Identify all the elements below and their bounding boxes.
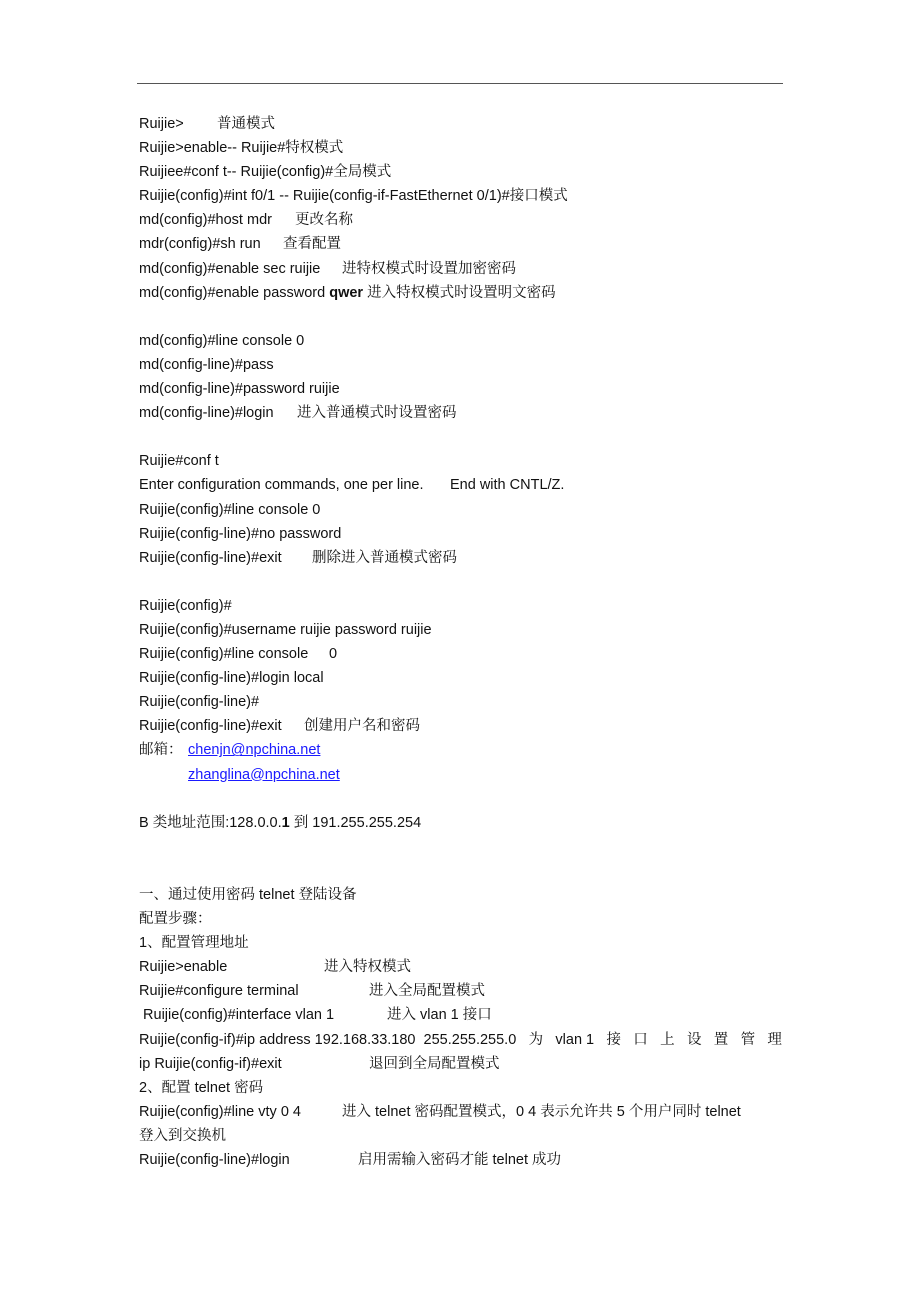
line — [139, 979, 784, 1003]
command: Ruijie>enable-- Ruijie#特权模式 — [139, 140, 344, 157]
line — [139, 112, 784, 136]
command: Ruijie>enable — [139, 959, 228, 976]
email-label: 邮箱： — [139, 742, 183, 759]
header-rule — [137, 83, 783, 84]
line — [139, 618, 784, 642]
command: Ruijie(config)#line vty 0 4 — [139, 1103, 301, 1120]
blank-line — [139, 570, 784, 594]
command: Ruijiee#conf t-- Ruijie(config)#全局模式 — [139, 164, 392, 181]
command: Ruijie(config-line)#exit — [139, 549, 282, 566]
command: md(config)#enable password — [139, 284, 330, 301]
line — [139, 955, 784, 979]
line — [139, 811, 784, 835]
note: 接 — [606, 1031, 621, 1048]
note: 进入 vlan 1 接口 — [387, 1007, 492, 1024]
command: Ruijie(config-if)#ip address 192.168.33.180 255.255.255.0 — [139, 1031, 517, 1048]
line — [139, 208, 784, 232]
command: Ruijie(config)# — [139, 597, 232, 614]
command: Ruijie#conf t — [139, 453, 219, 470]
command: md(config)#enable sec ruijie — [139, 260, 321, 277]
blank-line — [139, 859, 784, 883]
blank-line — [139, 787, 784, 811]
line — [139, 232, 784, 256]
note: 查看配置 — [283, 236, 341, 253]
note: 创建用户名和密码 — [304, 718, 420, 735]
line — [139, 714, 784, 738]
email-line — [139, 738, 784, 762]
heading: 一、通过使用密码 telnet 登陆设备 — [139, 887, 357, 903]
command: Ruijie#configure terminal — [139, 983, 299, 1000]
line — [139, 136, 784, 160]
line — [139, 281, 784, 305]
note: 理 — [767, 1031, 782, 1048]
line — [139, 1100, 784, 1124]
command: Ruijie(config-line)# — [139, 694, 260, 711]
blank-line — [139, 305, 784, 329]
note: 普通模式 — [217, 116, 275, 132]
email-line — [139, 763, 784, 787]
note: 上 — [660, 1031, 675, 1048]
bold-text: 1 — [281, 814, 290, 831]
step-heading: 1、配置管理地址 — [139, 935, 249, 952]
line — [139, 257, 784, 281]
line — [139, 401, 784, 425]
command: Ruijie(config-line)#exit — [139, 718, 282, 735]
step-heading: 2、配置 telnet 密码 — [139, 1079, 264, 1096]
line — [139, 353, 784, 377]
line — [139, 1148, 784, 1172]
line — [139, 1028, 782, 1052]
note: 删除进入普通模式密码 — [312, 549, 457, 566]
note: 进入 telnet 密码配置模式，0 4 表示允许共 5 个用户同时 telnet — [342, 1103, 741, 1120]
command: Ruijie(config)#int f0/1 -- Ruijie(config-if-FastEthernet 0/1)#接口模式 — [139, 188, 568, 205]
text: 到 191.255.255.254 — [289, 814, 422, 831]
line — [139, 522, 784, 546]
bold-password: qwer — [329, 284, 364, 301]
command: Ruijie(config)#line console — [139, 646, 309, 663]
command: Ruijie> — [139, 116, 184, 132]
note: 置 — [713, 1031, 729, 1048]
line — [139, 160, 784, 184]
line — [139, 931, 784, 955]
note: 设 — [686, 1031, 702, 1048]
note: 进入特权模式 — [324, 959, 411, 976]
section-title — [139, 883, 784, 907]
command: md(config-line)#pass — [139, 356, 274, 373]
line — [139, 377, 784, 401]
document-body — [139, 112, 784, 1172]
note: 进入特权模式时设置明文密码 — [363, 284, 556, 301]
email-link[interactable]: chenjn@npchina.net — [188, 742, 321, 759]
note: 更改名称 — [295, 212, 353, 229]
email-link[interactable]: zhanglina@npchina.net — [188, 766, 340, 783]
line — [139, 642, 784, 666]
note: vlan 1 — [555, 1031, 595, 1048]
line — [139, 1076, 784, 1100]
note: 登入到交换机 — [139, 1127, 226, 1144]
line — [139, 594, 784, 618]
note: End with CNTL/Z. — [450, 477, 565, 494]
command: md(config-line)#password ruijie — [139, 381, 340, 398]
command: Ruijie(config-line)#login — [139, 1152, 290, 1169]
line — [139, 498, 784, 522]
command: md(config)#line console 0 — [139, 332, 305, 349]
line — [139, 1003, 784, 1027]
text: B 类地址范围:128.0.0. — [139, 814, 282, 831]
note: 进特权模式时设置加密密码 — [342, 260, 516, 277]
line — [139, 666, 784, 690]
note: 0 — [329, 646, 338, 663]
blank-line — [139, 425, 784, 449]
line — [139, 184, 784, 208]
command: Ruijie(config-line)#no password — [139, 525, 342, 542]
line — [139, 329, 784, 353]
line — [139, 1124, 784, 1148]
line — [139, 473, 784, 497]
line — [139, 690, 784, 714]
command: Ruijie(config)#interface vlan 1 — [139, 1007, 335, 1024]
blank-line — [139, 835, 784, 859]
command: md(config-line)#login — [139, 405, 274, 422]
command: ip Ruijie(config-if)#exit — [139, 1055, 282, 1072]
command: Ruijie(config-line)#login local — [139, 670, 324, 687]
note: 管 — [740, 1031, 756, 1048]
line — [139, 449, 784, 473]
note: 进入普通模式时设置密码 — [297, 405, 457, 422]
line — [139, 546, 784, 570]
heading: 配置步骤： — [139, 911, 212, 928]
command: Ruijie(config)#username ruijie password ruijie — [139, 621, 432, 638]
line — [139, 1052, 784, 1076]
line — [139, 907, 784, 931]
note: 退回到全局配置模式 — [369, 1055, 500, 1072]
note: 启用需输入密码才能 telnet 成功 — [358, 1152, 562, 1169]
command: md(config)#host mdr — [139, 212, 272, 229]
command: Enter configuration commands, one per line. — [139, 477, 424, 494]
command: Ruijie(config)#line console 0 — [139, 501, 321, 518]
note: 口 — [633, 1031, 648, 1048]
command: mdr(config)#sh run — [139, 236, 261, 253]
note: 进入全局配置模式 — [369, 983, 485, 1000]
note: 为 — [528, 1031, 544, 1048]
